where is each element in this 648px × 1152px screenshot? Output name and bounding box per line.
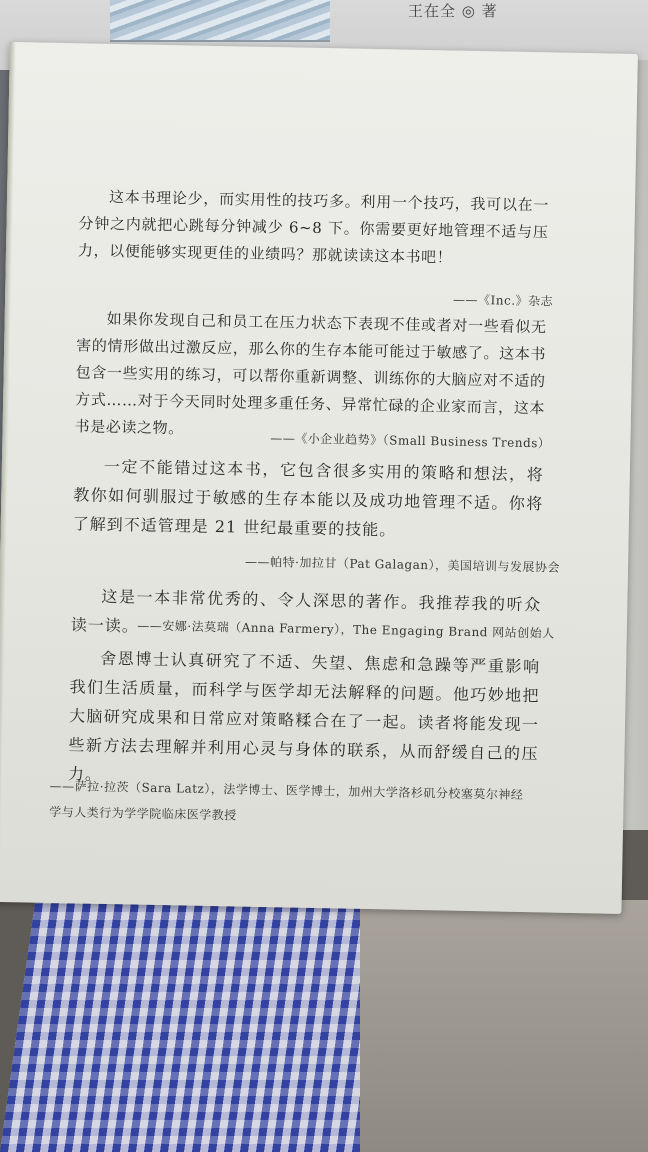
blurb-text: 舍恩博士认真研究了不适、失望、焦虑和急躁等严重影响我们生活质量，而科学与医学却无法解释的问题。他巧妙地把大脑研究成果和日常应对策略糅合在了一起。读者将能发现一些新方法去理解并利用心灵与身体的联系，从而舒缓自己的压力。 bbox=[67, 648, 541, 784]
blurb-attribution: ——萨拉·拉茨（Sara Latz），法学博士、医学博士，加州大学洛杉矶分校塞莫尔神经学与人类行为学学院临床医学教授 bbox=[49, 778, 524, 823]
author-mark: 王在全 ◎ 著 bbox=[408, 2, 498, 20]
blurb-attribution: ——《Inc.》杂志 bbox=[452, 292, 554, 309]
page-content bbox=[0, 42, 638, 914]
blurb-text: 一定不能错过这本书，它包含很多实用的策略和想法，将教你如何驯服过于敏感的生存本能以及成功地管理不适。你将了解到不适管理是 21 世纪最重要的技能。 bbox=[72, 456, 544, 540]
book-page bbox=[0, 42, 638, 914]
paper-stack bbox=[360, 900, 648, 1152]
blurb-text: 如果你发现自己和员工在压力状态下表现不佳或者对一些看似无害的情形做出过激反应，那么你的生存本能可能过于敏感了。这本书包含一些实用的练习，可以帮你重新调整、训练你的大脑应对不适的方式……对于今天同时处理多重任务、异常忙碌的企业家而言，这本书是必读之物。 bbox=[74, 309, 547, 438]
book-cover-strip bbox=[110, 0, 330, 42]
blurb-attribution: ——《小企业趋势》（Small Business Trends） bbox=[270, 431, 551, 451]
blurb-attribution: ——帕特·加拉甘（Pat Galagan），美国培训与发展协会 bbox=[244, 554, 561, 575]
blurb-attribution: ——安娜·法莫瑞（Anna Farmery），The Engaging Brand 网站创始人 bbox=[137, 618, 555, 641]
blurb-text: 这本书理论少，而实用性的技巧多。利用一个技巧，我可以在一分钟之内就把心跳每分钟减少 6~8 下。你需要更好地管理不适与压力，以便能够实现更佳的业绩吗？那就读读这本书吧！ bbox=[77, 187, 550, 267]
blurb-text: 这是一本非常优秀的、令人深思的著作。我推荐我的听众读一读。 bbox=[70, 586, 542, 636]
